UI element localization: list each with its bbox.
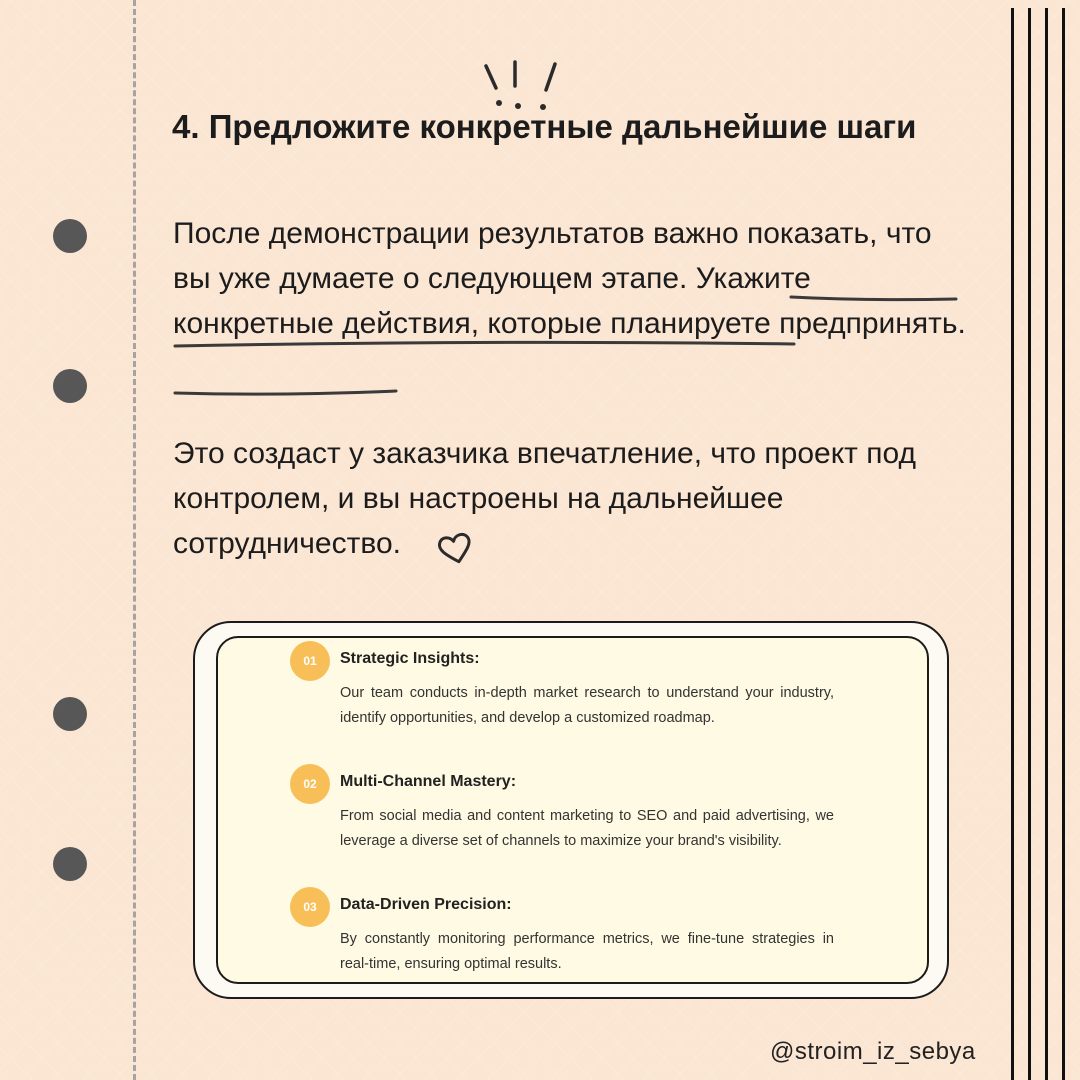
item-title: Data-Driven Precision: (340, 896, 512, 913)
binder-hole-icon (53, 369, 87, 403)
step-badge: 02 (290, 764, 330, 804)
item-description: By constantly monitoring performance metrics, we fine-tune strategies in real-time, ensuring optimal results. (340, 931, 834, 972)
ruled-line (1062, 8, 1065, 1080)
step-badge: 01 (290, 641, 330, 681)
heart-icon (436, 530, 476, 566)
underline-stroke (172, 385, 400, 399)
binder-hole-icon (53, 847, 87, 881)
binder-hole-icon (53, 697, 87, 731)
item-title: Multi-Channel Mastery: (340, 773, 517, 790)
item-description: From social media and content marketing to SEO and paid advertising, we leverage a diverse set of channels to maximize your brand's visibility. (340, 808, 834, 849)
underline-stroke (172, 337, 798, 353)
paragraph-impression: Это создаст у заказчика впечатление, что проект под контролем, и вы настроены на дальнейшее сотрудничество. (173, 437, 917, 560)
binder-hole-icon (53, 219, 87, 253)
ruled-line (1011, 8, 1014, 1080)
paragraph-next-steps: После демонстрации результатов важно показать, что вы уже думаете о следующем этапе. Укажите конкретные действия, которые планируете предпринять. (173, 217, 966, 340)
exclamation-sparkle-icon (482, 58, 562, 114)
underline-stroke (788, 291, 960, 305)
author-handle: @stroim_iz_sebya (770, 1038, 976, 1065)
item-description: Our team conducts in-depth market research to understand your industry, identify opportunities, and develop a customized roadmap. (340, 685, 834, 726)
ruled-line (1028, 8, 1031, 1080)
margin-dashed-line (133, 0, 136, 1080)
step-badge: 03 (290, 887, 330, 927)
ruled-line (1045, 8, 1048, 1080)
item-title: Strategic Insights: (340, 650, 480, 667)
slide-title: 4. Предложите конкретные дальнейшие шаги (172, 108, 917, 145)
